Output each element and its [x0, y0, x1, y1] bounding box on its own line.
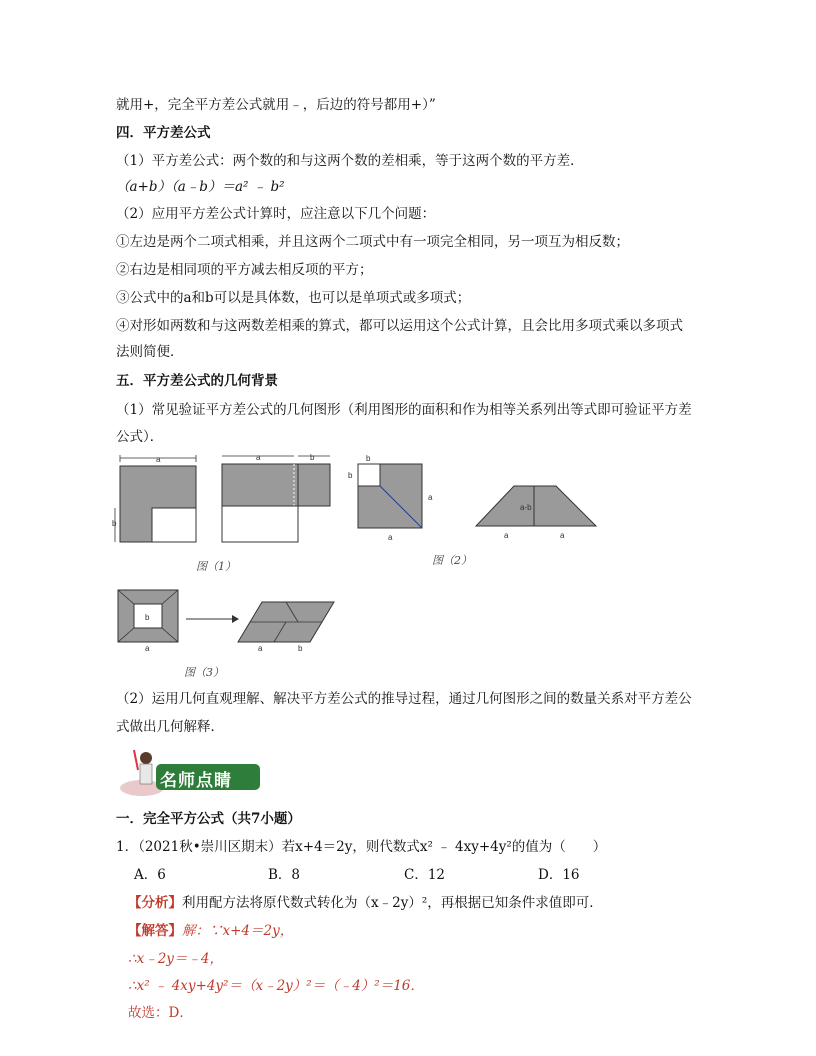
label-b: b — [348, 471, 353, 480]
rule-item-4: ④对形如两数和与这两数差相乘的算式，都可以运用这个公式计算，且会比用多项式乘以多项式 — [116, 318, 683, 334]
label-a: a — [560, 531, 565, 540]
figure-1-caption: 图（1） — [196, 560, 236, 573]
label-a: a — [258, 644, 263, 653]
label-a: a — [156, 455, 161, 464]
figure-3-caption: 图（3） — [184, 666, 224, 679]
label-b: b — [310, 453, 315, 462]
option-a: A．6 — [134, 867, 166, 883]
label-a-minus-b: a-b — [520, 503, 532, 512]
geometry-line-4: 式做出几何解释． — [116, 719, 224, 735]
figure-1-left — [112, 452, 202, 544]
option-b: B．8 — [268, 867, 301, 883]
part-heading-1: 一．完全平方公式（共7小题） — [116, 811, 301, 827]
figure-2-caption: 图（2） — [432, 554, 472, 567]
section-heading-4: 四．平方差公式 — [116, 125, 211, 141]
label-b: b — [298, 644, 303, 653]
geometry-line-2: 公式）． — [116, 429, 164, 445]
note-line: （2）应用平方差公式计算时，应注意以下几个问题： — [116, 206, 436, 222]
label-a: a — [388, 533, 393, 542]
figure-2-left — [344, 452, 438, 544]
figure-2-right — [472, 480, 602, 542]
definition-line: （1）平方差公式：两个数的和与这两个数的差相乘，等于这两个数的平方差． — [116, 153, 584, 169]
rule-item-4-cont: 法则简便． — [116, 344, 184, 360]
section-heading-5: 五．平方差公式的几何背景 — [116, 373, 278, 389]
label-b: b — [112, 519, 117, 528]
answer-tag: 【解答】 — [128, 923, 182, 939]
formula-line: （a+b）（a﹣b）＝a² ﹣ b² — [116, 179, 285, 195]
label-a: a — [256, 453, 261, 462]
answer-text: 解：∵x+4＝2y， — [182, 923, 294, 939]
rule-item-1: ①左边是两个二项式相乘，并且这两个二项式中有一项完全相同，另一项互为相反数； — [116, 234, 629, 250]
figure-1-right — [216, 450, 334, 544]
arrow-icon — [184, 612, 240, 626]
solution-step-2: ∴x² ﹣ 4xy+4y²＝（x﹣2y）²＝（﹣4）²＝16． — [128, 978, 424, 994]
rule-item-2: ②右边是相同项的平方减去相反项的平方； — [116, 262, 373, 278]
label-a: a — [504, 531, 509, 540]
label-b: b — [145, 613, 150, 622]
banner-title: 名师点睛 — [160, 771, 232, 791]
solution-step-1: ∴x﹣2y＝﹣4， — [128, 951, 224, 967]
label-b: b — [366, 454, 371, 463]
analysis-line — [128, 894, 603, 912]
figure-3-left — [114, 586, 184, 654]
final-choice: 故选：D． — [128, 1005, 193, 1021]
rule-item-3: ③公式中的a和b可以是具体数，也可以是单项式或多项式； — [116, 290, 471, 306]
geometry-line-3: （2）运用几何直观理解、解决平方差公式的推导过程，通过几何图形之间的数量关系对平方差公 — [116, 691, 692, 707]
question-1: 1．（2021秋•崇川区期末）若x+4＝2y，则代数式x² ﹣ 4xy+4y²的值为（ ） — [116, 839, 607, 855]
geometry-line-1: （1）常见验证平方差公式的几何图形（利用图形的面积和作为相等关系列出等式即可验证平方差 — [116, 402, 692, 418]
analysis-text: 利用配方法将原代数式转化为（x﹣2y）²，再根据已知条件求值即可． — [182, 895, 603, 911]
figure-3-right — [236, 598, 336, 654]
text-line: 就用+，完全平方差公式就用﹣，后边的符号都用+）” — [116, 97, 436, 113]
label-a: a — [428, 493, 433, 502]
option-d: D．16 — [538, 867, 580, 883]
label-a: a — [145, 644, 150, 653]
analysis-tag: 【分析】 — [128, 895, 182, 911]
answer-line — [128, 922, 293, 940]
option-c: C．12 — [404, 867, 446, 883]
